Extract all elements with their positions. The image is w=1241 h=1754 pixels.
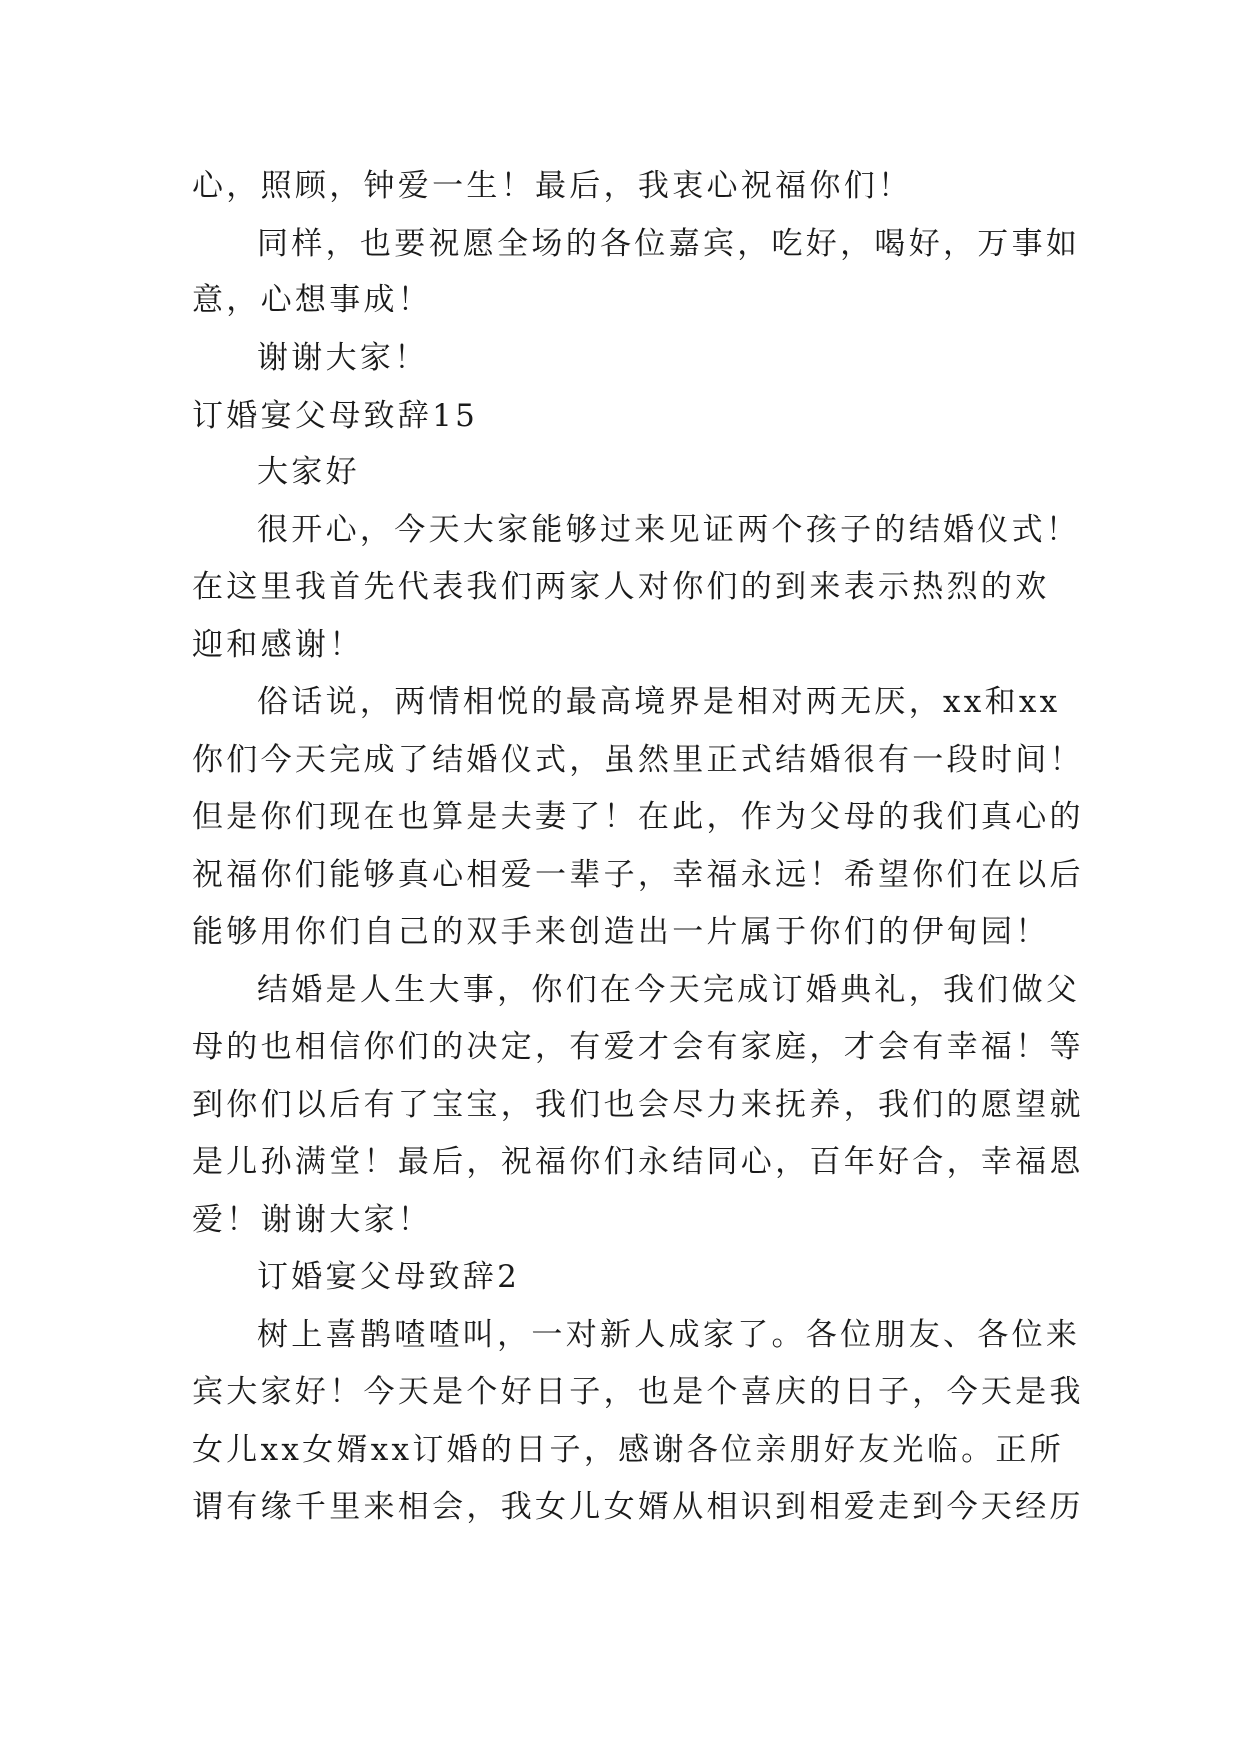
text-line: 同样，也要祝愿全场的各位嘉宾，吃好，喝好，万事如: [257, 226, 1081, 262]
section-heading: 订婚宴父母致辞2: [257, 1259, 521, 1295]
text-line: 大家好: [257, 454, 360, 490]
text-line: 能够用你们自己的双手来创造出一片属于你们的伊甸园！: [192, 914, 1050, 950]
text-line: 迎和感谢！: [192, 627, 364, 663]
text-line: 爱！谢谢大家！: [192, 1202, 433, 1238]
text-line: 女儿xx女婿xx订婚的日子，感谢各位亲朋好友光临。正所: [192, 1432, 1065, 1468]
text-line: 谢谢大家！: [257, 340, 429, 376]
text-line: 母的也相信你们的决定，有爱才会有家庭，才会有幸福！等: [192, 1029, 1084, 1065]
text-line: 心，照顾，钟爱一生！最后，我衷心祝福你们！: [192, 168, 913, 204]
text-line: 你们今天完成了结婚仪式，虽然里正式结婚很有一段时间！: [192, 742, 1084, 778]
text-line: 是儿孙满堂！最后，祝福你们永结同心，百年好合，幸福恩: [192, 1144, 1084, 1180]
text-line: 树上喜鹊喳喳叫，一对新人成家了。各位朋友、各位来: [257, 1317, 1081, 1353]
text-line: 很开心，今天大家能够过来见证两个孩子的结婚仪式！: [257, 512, 1081, 548]
text-line: 到你们以后有了宝宝，我们也会尽力来抚养，我们的愿望就: [192, 1087, 1084, 1123]
text-line: 谓有缘千里来相会，我女儿女婿从相识到相爱走到今天经历: [192, 1489, 1084, 1525]
text-line: 但是你们现在也算是夫妻了！在此，作为父母的我们真心的: [192, 799, 1084, 835]
text-line: 宾大家好！今天是个好日子，也是个喜庆的日子，今天是我: [192, 1374, 1084, 1410]
text-line: 俗话说，两情相悦的最高境界是相对两无厌，xx和xx: [257, 684, 1061, 720]
section-heading: 订婚宴父母致辞15: [192, 398, 479, 434]
text-line: 结婚是人生大事，你们在今天完成订婚典礼，我们做父: [257, 972, 1081, 1008]
text-line: 在这里我首先代表我们两家人对你们的到来表示热烈的欢: [192, 569, 1050, 605]
text-line: 意，心想事成！: [192, 282, 433, 318]
text-line: 祝福你们能够真心相爱一辈子，幸福永远！希望你们在以后: [192, 857, 1084, 893]
